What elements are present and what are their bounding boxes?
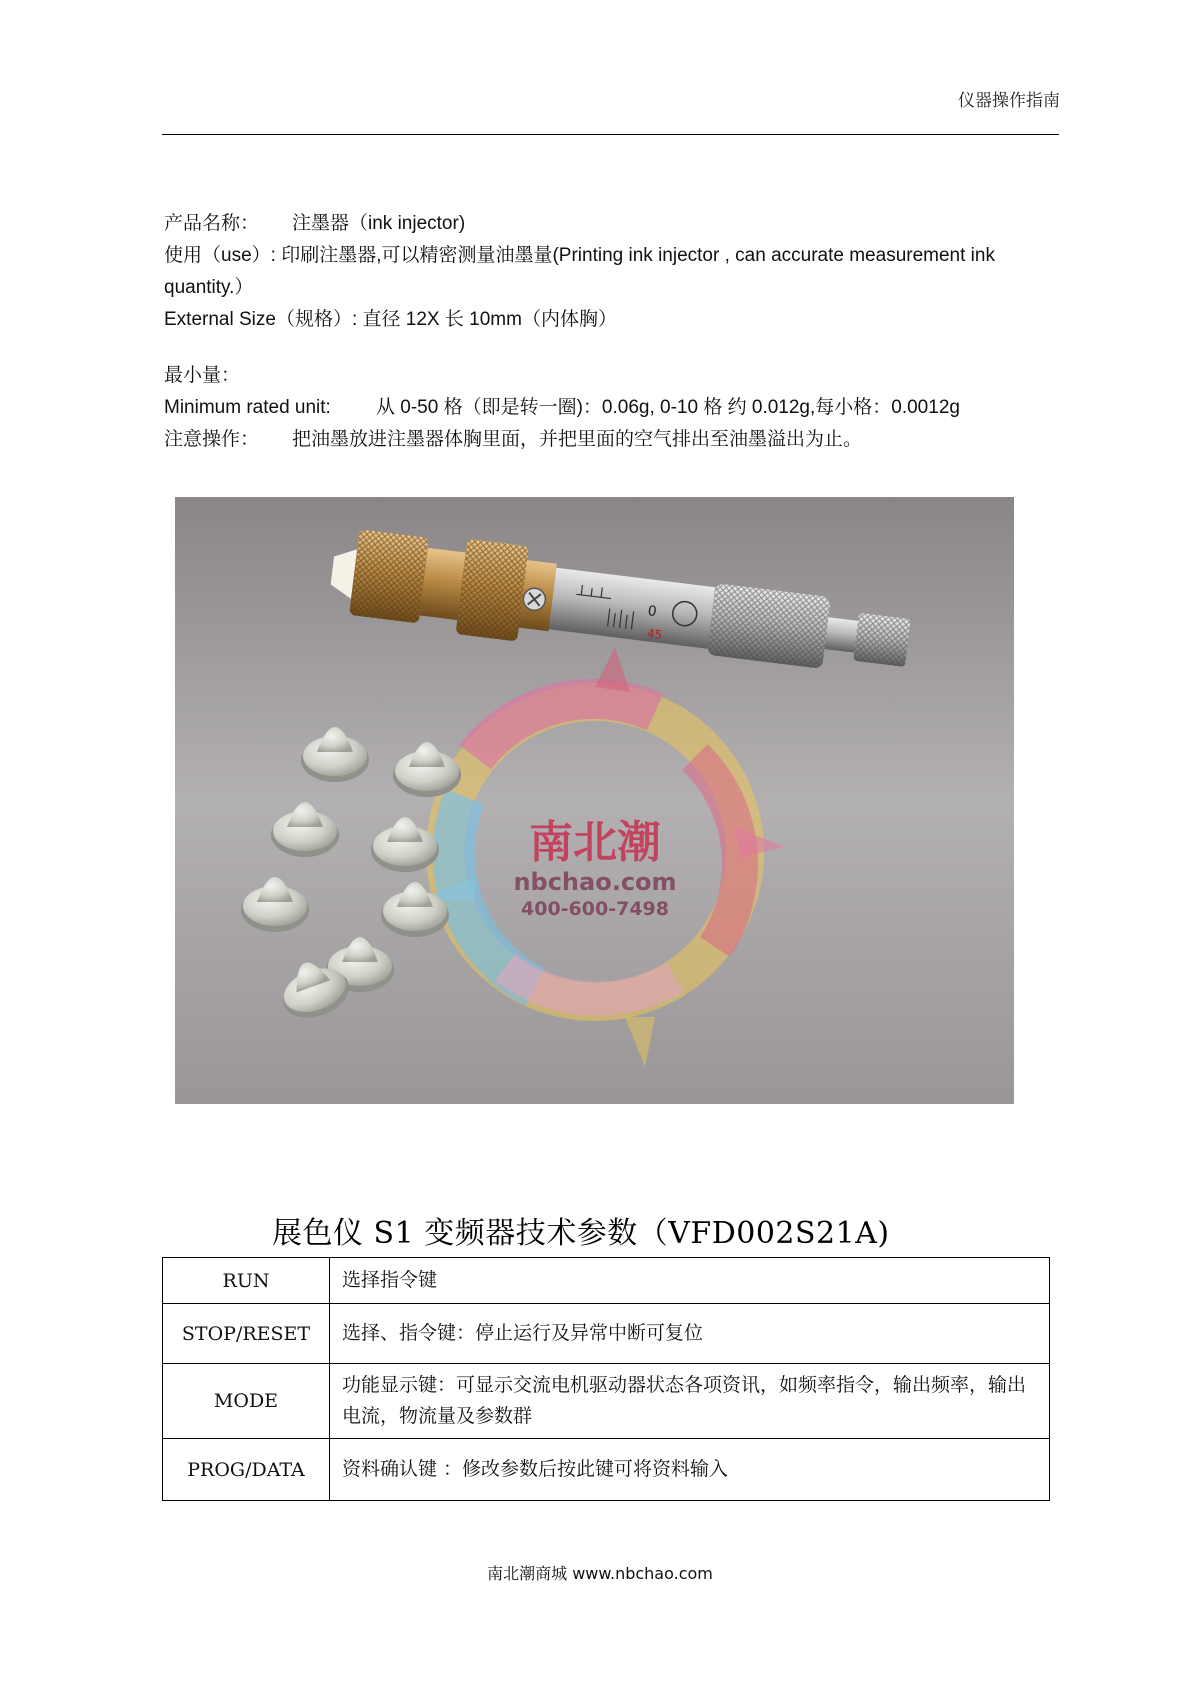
table-value-prog-data: 资料确认键 ：修改参数后按此键可将资料输入 bbox=[330, 1439, 1050, 1501]
watermark-brand: 南北潮 bbox=[529, 817, 661, 868]
product-info bbox=[164, 208, 1064, 456]
product-photo bbox=[175, 497, 1014, 1104]
spec-table bbox=[162, 1257, 1050, 1501]
table-key-mode: MODE bbox=[163, 1364, 330, 1439]
scale-number-45: 45 bbox=[646, 626, 664, 643]
scale-number-zero: 0 bbox=[646, 603, 658, 621]
min-unit-line bbox=[164, 392, 1064, 424]
product-use-line bbox=[164, 240, 1064, 272]
note-value: 把油墨放进注墨器体胸里面，并把里面的空气排出至油墨溢出为止。 bbox=[292, 429, 863, 450]
product-use-continuation: quantity.） bbox=[164, 277, 254, 298]
ink-injector-photo bbox=[175, 497, 1014, 1104]
table-value-stop-reset: 选择、指令键：停止运行及异常中断可复位 bbox=[330, 1304, 1050, 1364]
product-size-label: External Size（规格）: bbox=[164, 309, 358, 330]
product-name-label: 产品名称： bbox=[164, 213, 260, 234]
header-rule bbox=[162, 134, 1059, 135]
watermark-phone: 400-600-7498 bbox=[521, 898, 669, 920]
table-row bbox=[163, 1258, 1050, 1304]
table-key-run: RUN bbox=[163, 1258, 330, 1304]
product-use-label: 使用（use）: bbox=[164, 245, 276, 266]
note-label: 注意操作： bbox=[164, 429, 260, 450]
watermark-site: nbchao.com bbox=[513, 868, 677, 896]
product-size-line bbox=[164, 304, 1064, 336]
table-row bbox=[163, 1304, 1050, 1364]
table-key-stop-reset: STOP/RESET bbox=[163, 1304, 330, 1364]
product-size-value: 直径 12X 长 10mm（内体胸） bbox=[362, 309, 617, 330]
footer-text: 南北潮商城 www.nbchao.com bbox=[487, 1564, 713, 1583]
table-title: 展色仪 S1 变频器技术参数（VFD002S21A) bbox=[272, 1216, 890, 1251]
header-title: 仪器操作指南 bbox=[958, 91, 1060, 111]
product-use-value: 印刷注墨器,可以精密测量油墨量(Printing ink injector , can accurate measurement ink bbox=[281, 245, 995, 266]
note-line bbox=[164, 424, 1064, 456]
table-value-run: 选择指令键 bbox=[330, 1258, 1050, 1304]
table-key-prog-data: PROG/DATA bbox=[163, 1439, 330, 1501]
product-name-value: 注墨器（ink injector) bbox=[292, 213, 466, 234]
min-amount-title: 最小量： bbox=[164, 365, 241, 386]
table-row bbox=[163, 1364, 1050, 1439]
min-unit-label: Minimum rated unit: bbox=[164, 397, 331, 418]
table-row bbox=[163, 1439, 1050, 1501]
min-unit-value: 从 0-50 格（即是转一圈)：0.06g, 0-10 格 约 0.012g,每小格：0.0012g bbox=[376, 397, 960, 418]
product-name-line bbox=[164, 208, 1064, 240]
table-value-mode: 功能显示键：可显示交流电机驱动器状态各项资讯，如频率指令，输出频率，输出电流，物流量及参数群 bbox=[330, 1364, 1050, 1439]
